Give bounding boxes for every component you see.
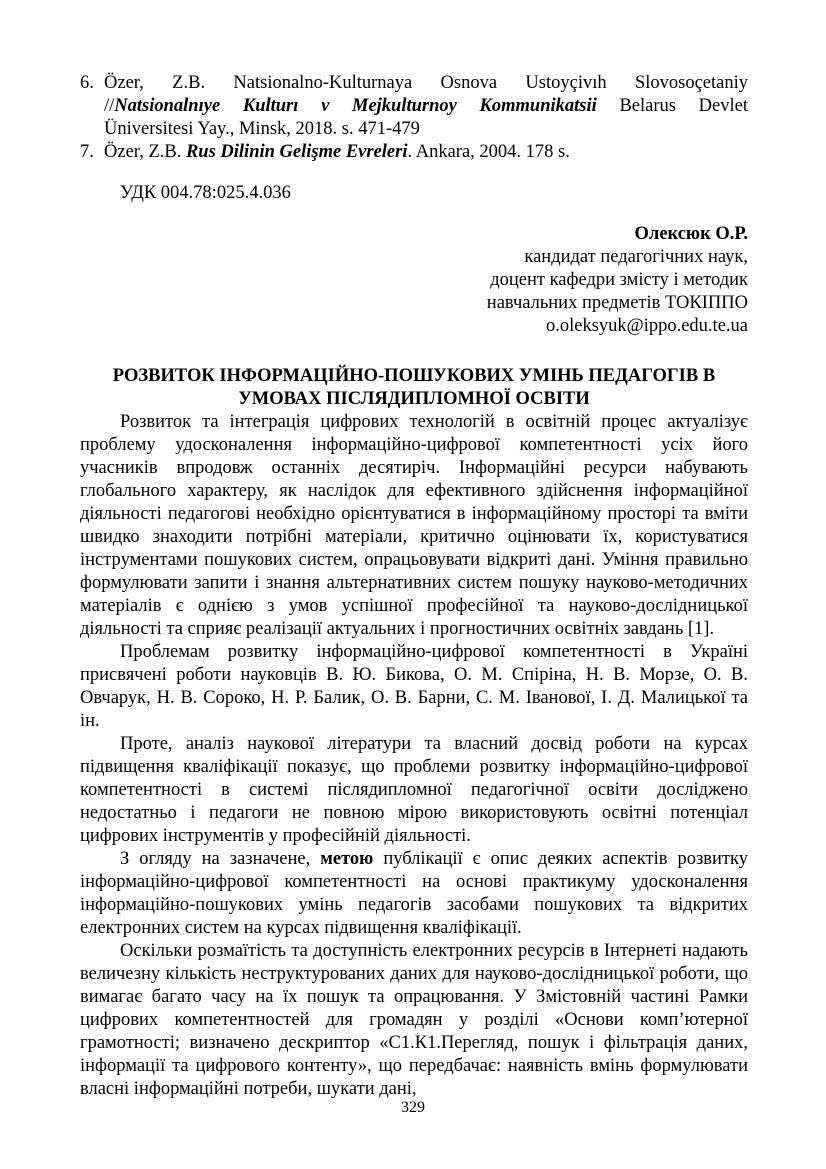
reference-item xyxy=(80,72,748,141)
paragraph-text: З огляду на зазначене, xyxy=(120,849,321,869)
reference-number: 6. xyxy=(80,73,94,93)
emphasis-term: метою xyxy=(320,849,374,869)
reference-prefix: // xyxy=(104,96,115,116)
body-paragraph: Розвиток та інтеграція цифрових технологій в освітній процес актуалізує проблему удосконалення інформаційно-цифрової компетентності усіх його учасників впродовж останніх десятиріч. Інформаційні ресурси набувають глобального характеру, як наслідок для ефективного здійснення інформаційної діяльності педагогові необхідно орієнтуватися в інформаційному просторі та вміти швидко знаходити потрібні матеріали, критично оцінювати їх, користуватися інструментами пошукових систем, опрацьовувати відкриті дані. Уміння правильно формулювати запити і знання альтернативних систем пошуку науково-методичних матеріалів є однією з умов успішної професійної та науково-дослідницької діяльності та сприяє реалізації актуальних і прогностичних освітніх завдань [1]. xyxy=(80,412,748,639)
reference-title: Rus Dilinin Gelişme Evreleri xyxy=(185,142,408,162)
author-position: доцент кафедри змісту і методик xyxy=(490,270,748,290)
reference-text xyxy=(104,141,748,164)
body-paragraph xyxy=(80,848,748,940)
reference-prefix: Özer, Z.B. xyxy=(104,142,186,162)
paragraph-text: публікації є опис деяких аспектів розвитку інформаційно-цифрової компетентності на основі практикуму удосконалення інформаційно-пошукових умінь педагогів засобами пошукових та відкритих електронних систем на курсах підвищення кваліфікації. xyxy=(80,849,749,938)
reference-text xyxy=(104,72,748,141)
reference-line xyxy=(104,95,748,118)
page-number: 329 xyxy=(401,1099,425,1116)
reference-suffix: . Ankara, 2004. 178 s. xyxy=(407,142,570,162)
author-name: Олексюк О.Р. xyxy=(634,224,748,244)
reference-line: Özer, Z.B. Natsionalno-Kulturnaya Osnova Ustoyçivıh Slovosoçetaniy xyxy=(104,73,748,93)
author-block xyxy=(80,223,748,338)
body-paragraph: Проблемам розвитку інформаційно-цифрової компетентності в Україні присвячені роботи науковців В. Ю. Бикова, О. М. Спіріна, Н. В. Морзе, О. В. Овчарук, Н. В. Сороко, Н. Р. Балик, О. В. Барни, С. М. Іванової, І. Д. Малицької та ін. xyxy=(80,642,748,731)
author-degree: кандидат педагогічних наук, xyxy=(524,247,748,267)
body-paragraph: Проте, аналіз наукової літератури та власний досвід роботи на курсах підвищення кваліфікації показує, що проблеми розвитку інформаційно-цифрової компетентності в системі післядипломної педагогічної освіти досліджено недостатньо і педагоги не повною мірою використовують освітні потенціал цифрових інструментів у професійній діяльності. xyxy=(80,734,748,846)
title-line: УМОВАХ ПІСЛЯДИПЛОМНОЇ ОСВІТИ xyxy=(238,389,590,409)
reference-number: 7. xyxy=(80,142,94,162)
author-institution: навчальних предметів ТОКІППО xyxy=(486,293,748,313)
body-paragraph: Оскільки розмаїтість та доступність електронних ресурсів в Інтернеті надають величезну кількість неструктурованих даних для науково-дослідницької роботи, що вимагає багато часу на їх пошук та опрацювання. У Змістовній частині Рамки цифрових компетентностей для громадян у розділі «Основи комп’ютерної грамотності; визначено дескриптор «С1.К1.Перегляд, пошук і фільтрація даних, інформації та цифрового контенту», що передбачає: наявність вмінь формулювати власні інформаційні потреби, шукати дані, xyxy=(80,941,748,1099)
reference-item xyxy=(80,141,748,164)
title-line: РОЗВИТОК ІНФОРМАЦІЙНО-ПОШУКОВИХ УМІНЬ ПЕДАГОГІВ В xyxy=(112,366,716,386)
author-email: o.oleksyuk@ippo.edu.te.ua xyxy=(545,316,748,336)
reference-title: Natsionalnıye Kulturı v Mejkulturnoy Kommunikatsii xyxy=(114,96,597,116)
article-title xyxy=(80,365,748,411)
reference-suffix: Belarus Devlet xyxy=(596,96,748,116)
udc-code: УДК 004.78:025.4.036 xyxy=(120,183,291,203)
page-content xyxy=(80,72,748,1101)
reference-line: Üniversitesi Yay., Minsk, 2018. s. 471-479 xyxy=(104,119,420,139)
